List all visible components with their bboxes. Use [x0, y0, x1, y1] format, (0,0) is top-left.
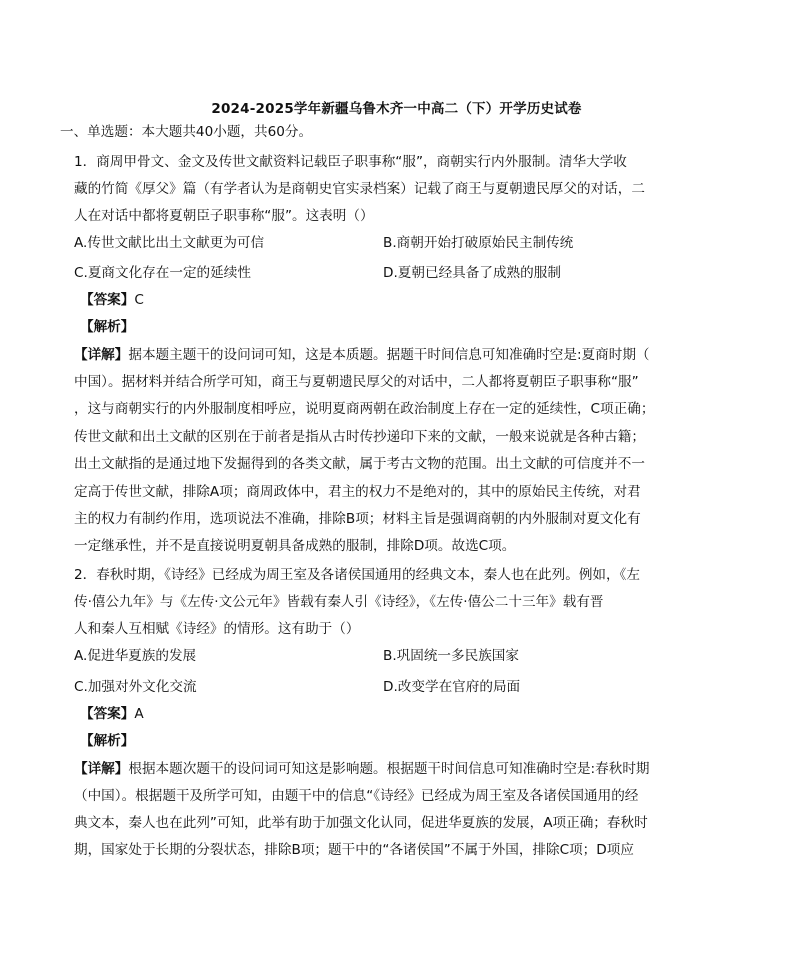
q2-answer: 【答案】A [80, 706, 144, 722]
q1-detail-line: 出土文献指的是通过地下发掘得到的各类文献，属于考古文物的范围。出土文献的可信度并不一 [74, 456, 645, 472]
q1-option-d: D.夏朝已经具备了成熟的服制 [383, 265, 561, 281]
q1-option-a: A.传世文献比出土文献更为可信 [74, 235, 265, 251]
q2-analysis-label: 【解析】 [80, 733, 135, 749]
section-heading: 一、单选题：本大题共40小题，共60分。 [60, 124, 313, 140]
q1-option-b: B.商朝开始打破原始民主制传统 [383, 235, 574, 251]
q2-option-c: C.加强对外文化交流 [74, 679, 197, 695]
q2-stem-line: 传·僖公九年》与《左传·文公元年》皆载有秦人引《诗经》，《左传·僖公二十三年》载有晋 [74, 594, 604, 610]
q2-option-d: D.改变学在官府的局面 [383, 679, 521, 695]
q2-option-b: B.巩固统一多民族国家 [383, 648, 519, 664]
q2-stem-line: 2．春秋时期，《诗经》已经成为周王室及各诸侯国通用的经典文本，秦人也在此列。例如，《左 [74, 567, 640, 583]
q1-detail-line: 定高于传世文献，排除A项；商周政体中，君主的权力不是绝对的，其中的原始民主传统，对君 [74, 484, 641, 500]
q1-analysis-label: 【解析】 [80, 319, 135, 335]
q2-detail-line: 典文本，秦人也在此列”可知，此举有助于加强文化认同，促进华夏族的发展，A项正确；春秋时 [74, 815, 648, 831]
q1-detail-line: 一定继承性，并不是直接说明夏朝具备成熟的服制，排除D项。故选C项。 [74, 538, 516, 554]
q2-detail-line: 【详解】根据本题次题干的设问词可知这是影响题。根据题干时间信息可知准确时空是:春秋时期 [74, 761, 650, 777]
q1-answer: 【答案】C [80, 292, 144, 308]
q1-stem-line: 藏的竹简《厚父》篇（有学者认为是商朝史官实录档案）记载了商王与夏朝遗民厚父的对话，二 [74, 181, 645, 197]
q2-option-a: A.促进华夏族的发展 [74, 648, 197, 664]
q2-stem-line: 人和秦人互相赋《诗经》的情形。这有助于（） [74, 621, 360, 637]
q1-detail-line: 传世文献和出土文献的区别在于前者是指从古时传抄递印下来的文献，一般来说就是各种古籍； [74, 429, 645, 445]
q2-detail-line: 期，国家处于长期的分裂状态，排除B项；题干中的“各诸侯国”不属于外国，排除C项；D项应 [74, 842, 634, 858]
q1-stem-line: 人在对话中都将夏朝臣子职事称“服”。这表明（） [74, 208, 374, 224]
page-title: 2024-2025学年新疆乌鲁木齐一中高二（下）开学历史试卷 [211, 101, 582, 117]
q1-detail-line: ，这与商朝实行的内外服制度相呼应，说明夏商两朝在政治制度上存在一定的延续性，C项正确； [74, 401, 655, 417]
q1-detail-line: 【详解】据本题主题干的设问词可知，这是本质题。据题干时间信息可知准确时空是:夏商时期（ [74, 347, 650, 363]
q1-detail-line: 中国）。据材料并结合所学可知，商王与夏朝遗民厚父的对话中，二人都将夏朝臣子职事称“服” [74, 374, 639, 390]
q1-stem-line: 1．商周甲骨文、金文及传世文献资料记载臣子职事称“服”，商朝实行内外服制。清华大学收 [74, 154, 627, 170]
q1-option-c: C.夏商文化存在一定的延续性 [74, 265, 251, 281]
q2-detail-line: （中国）。根据题干及所学可知，由题干中的信息“《诗经》已经成为周王室及各诸侯国通用的经 [74, 788, 639, 804]
q1-detail-line: 主的权力有制约作用，选项说法不准确，排除B项；材料主旨是强调商朝的内外服制对夏文化有 [74, 511, 641, 527]
